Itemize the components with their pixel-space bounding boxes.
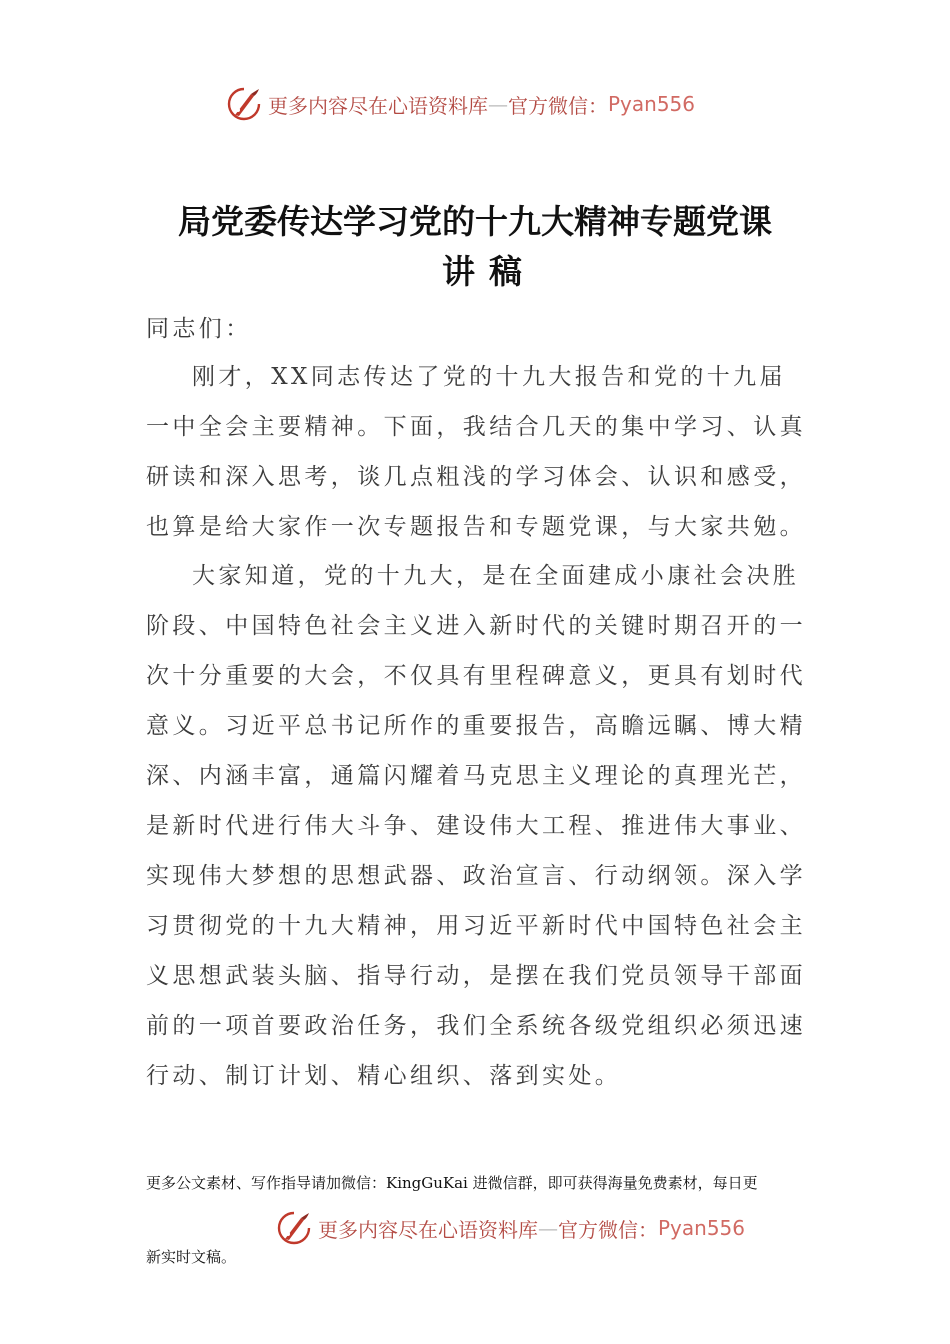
paragraph-1 <box>146 352 806 552</box>
watermark-footer <box>276 1208 745 1248</box>
watermark-text: 更多内容尽在心语资料库 <box>318 1217 538 1242</box>
watermark-id: Pyan556 <box>658 1216 746 1240</box>
salutation: 同志们： <box>146 316 252 342</box>
document-title-line1: 局党委传达学习党的十九大精神专题党课 <box>178 202 772 241</box>
watermark-separator: — <box>488 92 508 116</box>
watermark-label: 官方微信： <box>558 1217 658 1242</box>
watermark-text: 更多内容尽在心语资料库 <box>268 93 488 118</box>
watermark-label: 官方微信： <box>508 93 608 118</box>
watermark-separator: — <box>538 1216 558 1240</box>
quill-pen-circle-icon <box>226 86 262 122</box>
watermark-header <box>226 84 695 124</box>
paragraph-text: 大家知道，党的十九大，是在全面建成小康社会决胜阶段、中国特色社会主义进入新时代的关键时期召开的一次十分重要的大会，不仅具有里程碑意义，更具有划时代意义。习近平总书记所作的重要报告，高瞻远瞩、博大精深、内涵丰富，通篇闪耀着马克思主义理论的真理光芒，是新时代进行伟大斗争、建设伟大工程、推进伟大事业、实现伟大梦想的思想武器、政治宣言、行动纲领。深入学习贯彻党的十九大精神，用习近平新时代中国特色社会主义思想武装头脑、指导行动，是摆在我们党员领导干部面前的一项首要政治任务，我们全系统各级党组织必须迅速行动、制订计划、精心组织、落到实处。 <box>146 563 806 1089</box>
document-title-line2: 讲稿 <box>442 252 536 291</box>
paragraph-text: 刚才，XX同志传达了党的十九大报告和党的十九届一中全会主要精神。下面，我结合几天的集中学习、认真研读和深入思考，谈几点粗浅的学习体会、认识和感受，也算是给大家作一次专题报告和专题党课，与大家共勉。 <box>146 364 806 540</box>
quill-pen-circle-icon <box>276 1210 312 1246</box>
footer-line1: 更多公文素材、写作指导请加微信：KingGuKai 进微信群，即可获得海量免费素材，每日更 <box>146 1174 758 1192</box>
footer-line2: 新实时文稿。 <box>146 1248 237 1266</box>
watermark-id: Pyan556 <box>608 92 696 116</box>
paragraph-2 <box>146 551 806 1101</box>
